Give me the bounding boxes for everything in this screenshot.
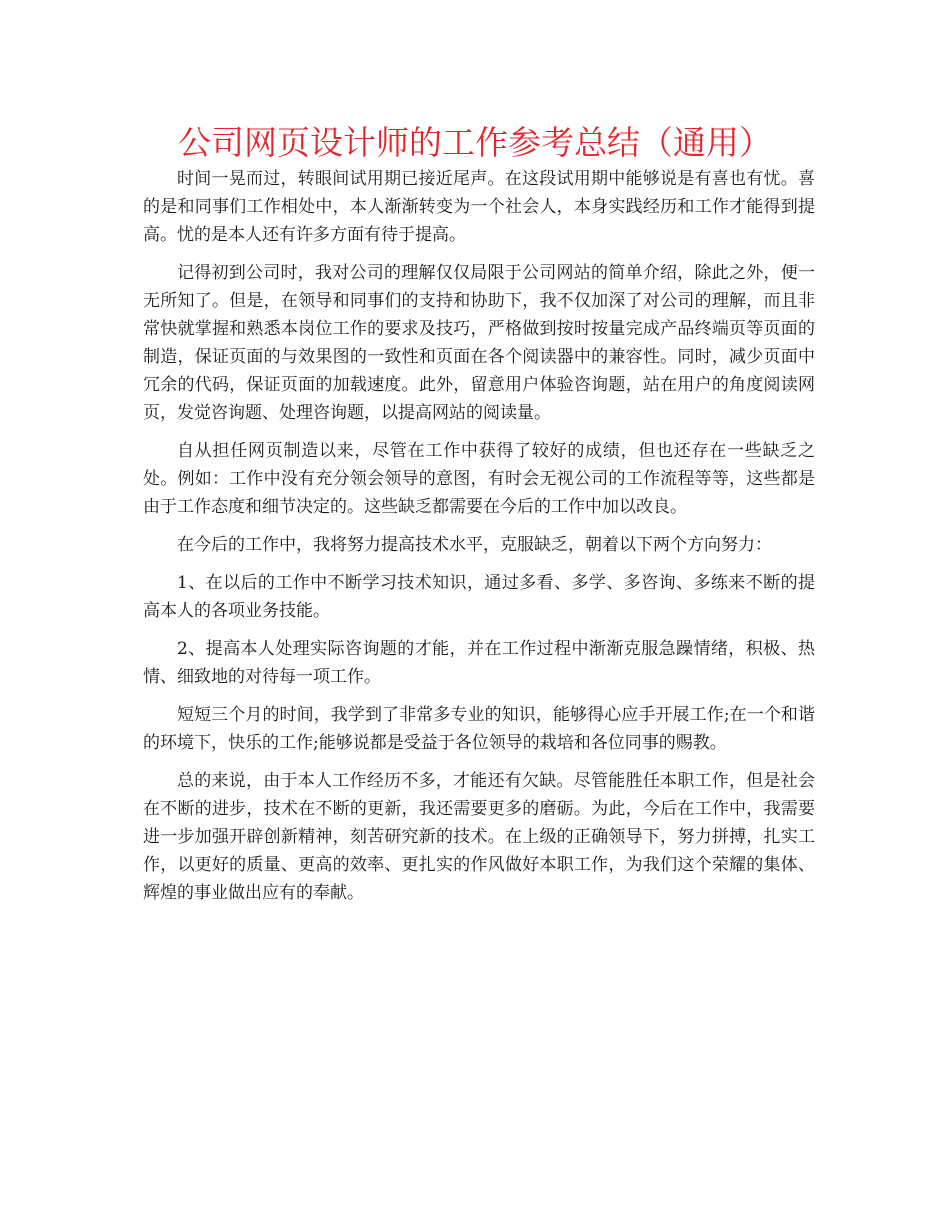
paragraph-1: 时间一晃而过，转眼间试用期已接近尾声。在这段试用期中能够说是有喜也有忧。喜的是和同事们工作相处中，本人渐渐转变为一个社会人，本身实践经历和工作才能得到提高。忧的是本人还有许多方面有待于提高。 <box>143 169 815 245</box>
document-body <box>143 165 815 917</box>
paragraph-2: 记得初到公司时，我对公司的理解仅仅局限于公司网站的简单介绍，除此之外，便一无所知了。但是，在领导和同事们的支持和协助下，我不仅加深了对公司的理解，而且非常快就掌握和熟悉本岗位工作的要求及技巧，严格做到按时按量完成产品终端页等页面的制造，保证页面的与效果图的一致性和页面在各个阅读器中的兼容性。同时，减少页面中冗余的代码，保证页面的加载速度。此外，留意用户体验咨询题，站在用户的角度阅读网页，发觉咨询题、处理咨询题，以提高网站的阅读量。 <box>143 263 815 423</box>
paragraph-6: 2、提高本人处理实际咨询题的才能，并在工作过程中渐渐克服急躁情绪，积极、热情、细致地的对待每一项工作。 <box>143 639 815 687</box>
paragraph-5: 1、在以后的工作中不断学习技术知识，通过多看、多学、多咨询、多练来不断的提高本人的各项业务技能。 <box>143 573 815 621</box>
paragraph-4: 在今后的工作中，我将努力提高技术水平，克服缺乏，朝着以下两个方向努力： <box>177 535 772 555</box>
document-title: 公司网页设计师的工作参考总结（通用） <box>178 123 772 162</box>
paragraph-7: 短短三个月的时间，我学到了非常多专业的知识，能够得心应手开展工作;在一个和谐的环境下，快乐的工作;能够说都是受益于各位领导的栽培和各位同事的赐教。 <box>143 705 815 753</box>
paragraph-8: 总的来说，由于本人工作经历不多，才能还有欠缺。尽管能胜任本职工作，但是社会在不断的进步，技术在不断的更新，我还需要更多的磨砺。为此，今后在工作中，我需要进一步加强开辟创新精神，刻苦研究新的技术。在上级的正确领导下，努力拼搏，扎实工作，以更好的质量、更高的效率、更扎实的作风做好本职工作，为我们这个荣耀的集体、辉煌的事业做出应有的奉献。 <box>143 771 815 903</box>
paragraph-3: 自从担任网页制造以来，尽管在工作中获得了较好的成绩，但也还存在一些缺乏之处。例如：工作中没有充分领会领导的意图，有时会无视公司的工作流程等等，这些都是由于工作态度和细节决定的。这些缺乏都需要在今后的工作中加以改良。 <box>143 441 815 517</box>
